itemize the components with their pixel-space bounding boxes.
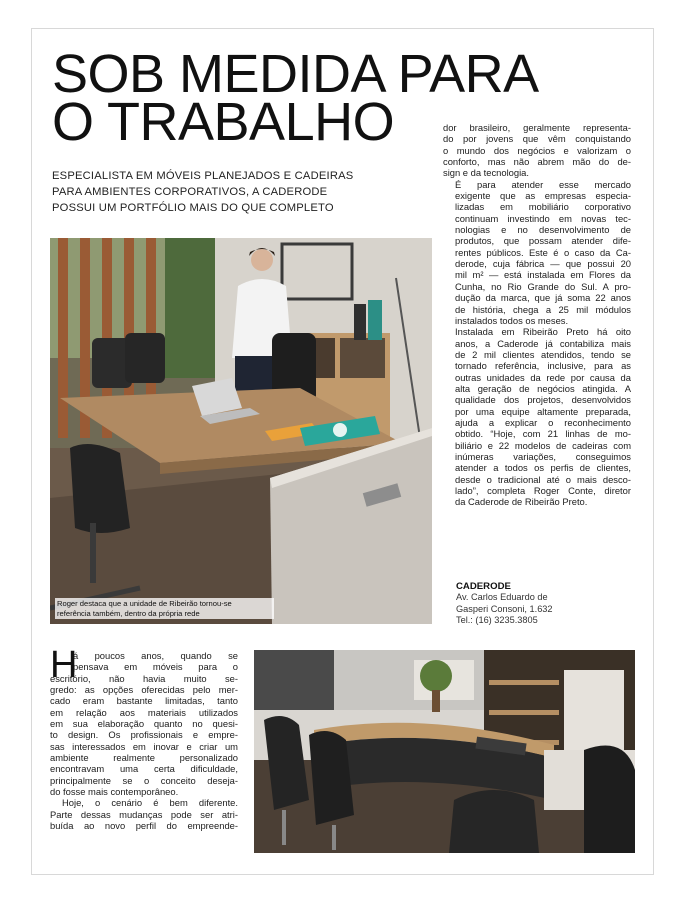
text-line: de 2 mil clientes atendidos, tendo se — [455, 348, 631, 360]
text-line: sas interessados em inovar e criar um — [50, 740, 238, 752]
text-line: alta geração de negócios atingida. A — [455, 382, 631, 394]
caption-line: referência também, dentro da própria rede — [57, 608, 200, 618]
company-name: CADERODE — [456, 581, 511, 592]
phone-line: Tel.: (16) 3235.3805 — [456, 615, 538, 626]
text-line: conforto, mas não abrem mão do de- — [443, 156, 631, 168]
text-line: em sua elaboração quanto no quesi- — [50, 718, 238, 730]
address-line: Av. Carlos Eduardo de — [456, 592, 548, 603]
text-line: da Caderode de Ribeirão Preto. — [455, 496, 588, 508]
text-line: cado eram bastante limitadas, tanto — [50, 695, 238, 707]
text-line: ambiente realmente personalizado — [50, 752, 238, 764]
text-line: to design. Os profissionais e empre- — [50, 729, 238, 741]
text-line: inúmeras variações, conseguimos — [455, 450, 631, 462]
text-line: desde o tradicional até o mais desco- — [455, 473, 631, 485]
text-line: Cunha, no Rio Grande do Sul. A pro- — [455, 280, 631, 292]
text-line: dução da marca, que já soma 22 anos — [455, 292, 631, 304]
text-line: lado”, completa Roger Conte, diretor — [455, 485, 631, 496]
address-line: Gasperi Consoni, 1.632 — [456, 603, 553, 614]
headline-line: SOB MEDIDA PARA — [52, 44, 539, 104]
text-line: sign e da tecnologia. — [443, 167, 530, 179]
text-line: pensava em móveis para o — [73, 661, 238, 673]
text-line: rentes públicos. Este é o caso da Ca- — [455, 246, 631, 258]
text-line: principalmente se o conceito deseja- — [50, 774, 238, 786]
text-line: escritório, não havia muito se- — [50, 672, 238, 684]
text-line: por uma equipe altamente preparada, — [455, 405, 631, 417]
text-line: ajuda a explicar o reconhecimento — [455, 416, 631, 428]
text-line: produtos, que possam atender dife- — [455, 235, 631, 247]
showroom-photo-main — [50, 238, 432, 624]
paragraph — [50, 797, 238, 831]
photo-caption — [55, 598, 274, 619]
showroom-photo-secondary — [254, 650, 635, 853]
headline-line: O TRABALHO — [52, 92, 395, 152]
text-line: á poucos anos, quando se — [73, 650, 238, 661]
drop-cap: H — [50, 644, 78, 686]
text-line: mil m² — está instalada em Flores da — [455, 269, 631, 281]
text-line: encontravam uma certa dificuldade, — [50, 763, 238, 775]
text-line: outras unidades da rede por causa da — [455, 371, 631, 383]
text-line: lizadas em mobiliário corporativo — [455, 201, 631, 213]
paragraph — [443, 326, 631, 508]
subtitle-line: ESPECIALISTA EM MÓVEIS PLANEJADOS E CADEIRAS — [52, 170, 354, 182]
paragraph — [443, 122, 631, 179]
text-line: continuam investindo em novas tec- — [455, 212, 631, 224]
text-line: instalados todos os meses. — [455, 314, 569, 326]
text-line: dor brasileiro, geralmente representa- — [443, 122, 631, 133]
text-line: Hoje, o cenário é bem diferente. — [62, 797, 238, 809]
article-subtitle — [52, 168, 352, 216]
article-column-right — [443, 122, 631, 508]
text-line: obtido. “Hoje, com 21 linhas de mo- — [455, 428, 631, 440]
text-line: buída ao novo perfil do empreende- — [50, 820, 238, 832]
text-line: tornado referência, inclusive, para as — [455, 360, 631, 372]
subtitle-line: POSSUI UM PORTFÓLIO MAIS DO QUE COMPLETO — [52, 202, 334, 214]
text-line: em relação aos materiais utilizados — [50, 706, 238, 718]
text-line: Parte dessas mudanças pode ser atri- — [50, 808, 238, 820]
text-line: gredo: as opções oferecidas pelo mer- — [50, 684, 238, 696]
text-line: o mundo dos negócios e valorizam o — [443, 144, 631, 156]
text-line: do por jovens que vêm conquistando — [443, 133, 631, 145]
text-line: de história, chega a 25 mil módulos — [455, 303, 631, 315]
text-line: nologias e no desenvolvimento de — [455, 224, 631, 236]
caption-line: Roger destaca que a unidade de Ribeirão tornou-se — [57, 599, 232, 608]
text-line: atender a todos os perfis de clientes, — [455, 462, 631, 474]
text-line: Instalada em Ribeirão Preto há oito — [455, 326, 631, 338]
text-line: exigente que as empresas especia- — [455, 190, 631, 202]
text-line: anos, a Caderode já contabiliza mais — [455, 337, 631, 349]
paragraph — [443, 179, 631, 326]
text-line: derode, cuja fábrica — que possui 20 — [455, 258, 631, 270]
text-line: É para atender esse mercado — [455, 178, 631, 190]
text-line: biliário e 22 modelos de cadeiras com — [455, 439, 631, 451]
subtitle-line: PARA AMBIENTES CORPORATIVOS, A CADERODE — [52, 186, 328, 198]
text-line: qualidade dos projetos, desenvolvidos — [455, 394, 631, 406]
article-column-left — [50, 644, 238, 832]
contact-block — [456, 581, 626, 627]
text-line: do fosse mais contemporâneo. — [50, 786, 179, 798]
paragraph — [50, 644, 238, 798]
